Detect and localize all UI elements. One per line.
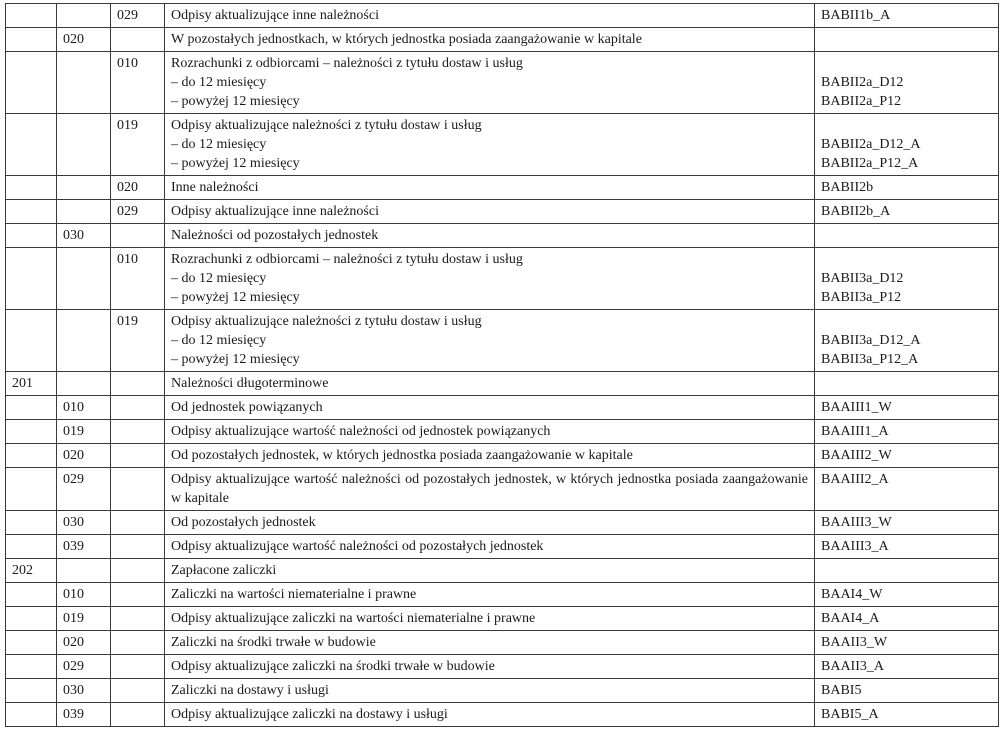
symbol-line: BAAI4_A [821, 611, 880, 626]
group-code-cell [6, 631, 57, 655]
symbol-cell [815, 372, 999, 396]
symbol-line: BAAII3_W [821, 635, 888, 650]
group-code-cell [6, 468, 57, 511]
item-code-cell [111, 468, 165, 511]
description-line: Odpisy aktualizujące należności z tytułu dostaw i usług [171, 314, 482, 329]
description-line: Odpisy aktualizujące inne należności [171, 204, 379, 219]
group-code-cell [6, 310, 57, 372]
symbol-line: BABII2a_D12_A [821, 137, 921, 152]
symbol-cell [815, 468, 999, 511]
symbol-line [821, 374, 992, 393]
description-line: – do 12 miesięcy [171, 333, 267, 348]
subgroup-code-cell: 020 [57, 631, 111, 655]
description-line: Rozrachunki z odbiorcami – należności z tytułu dostaw i usług [171, 56, 523, 71]
table-row [6, 176, 999, 200]
subgroup-code-cell: 019 [57, 420, 111, 444]
subgroup-code-cell: 010 [57, 583, 111, 607]
description-line: Od pozostałych jednostek [171, 515, 316, 530]
symbol-line: BABII2a_D12 [821, 75, 904, 90]
item-code-cell: 010 [111, 52, 165, 114]
table-row [6, 200, 999, 224]
description-cell [165, 4, 815, 28]
subgroup-code-cell [57, 310, 111, 372]
subgroup-code-cell: 030 [57, 224, 111, 248]
symbol-cell [815, 655, 999, 679]
description-line: – do 12 miesięcy [171, 137, 267, 152]
symbol-line: BABII2b_A [821, 204, 891, 219]
item-code-cell [111, 420, 165, 444]
subgroup-code-cell [57, 52, 111, 114]
table-row [6, 52, 999, 114]
description-line: – powyżej 12 miesięcy [171, 352, 300, 367]
item-code-cell [111, 703, 165, 727]
description-line: Odpisy aktualizujące wartość należności od pozostałych jednostek [171, 539, 544, 554]
item-code-cell: 020 [111, 176, 165, 200]
symbol-cell [815, 607, 999, 631]
description-cell [165, 396, 815, 420]
description-line: Odpisy aktualizujące należności z tytułu dostaw i usług [171, 118, 482, 133]
description-line: Inne należności [171, 180, 259, 195]
group-code-cell: 202 [6, 559, 57, 583]
description-line: Zaliczki na wartości niematerialne i prawne [171, 587, 417, 602]
description-cell [165, 559, 815, 583]
group-code-cell [6, 224, 57, 248]
symbol-line [821, 561, 992, 580]
subgroup-code-cell [57, 248, 111, 310]
item-code-cell [111, 396, 165, 420]
item-code-cell [111, 655, 165, 679]
group-code-cell [6, 396, 57, 420]
table-row [6, 420, 999, 444]
symbol-cell [815, 583, 999, 607]
table-row [6, 583, 999, 607]
symbol-line: BAAIII1_W [821, 400, 892, 415]
description-cell [165, 420, 815, 444]
item-code-cell: 010 [111, 248, 165, 310]
symbol-line: BABII3a_P12_A [821, 352, 919, 367]
subgroup-code-cell: 019 [57, 607, 111, 631]
description-cell [165, 372, 815, 396]
description-cell [165, 703, 815, 727]
group-code-cell [6, 607, 57, 631]
description-line: W pozostałych jednostkach, w których jednostka posiada zaangażowanie w kapitale [171, 32, 642, 47]
item-code-cell [111, 372, 165, 396]
symbol-cell [815, 631, 999, 655]
group-code-cell [6, 655, 57, 679]
symbol-line: BABII2a_P12 [821, 94, 902, 109]
subgroup-code-cell: 020 [57, 28, 111, 52]
table-row [6, 511, 999, 535]
description-cell [165, 535, 815, 559]
description-cell [165, 655, 815, 679]
description-cell [165, 607, 815, 631]
description-cell [165, 679, 815, 703]
symbol-cell [815, 114, 999, 176]
table-row [6, 28, 999, 52]
subgroup-code-cell: 010 [57, 396, 111, 420]
description-line: Od jednostek powiązanych [171, 400, 323, 415]
symbol-line: BAAIII3_W [821, 515, 892, 530]
symbol-cell [815, 248, 999, 310]
symbol-line: BABI5 [821, 683, 862, 698]
subgroup-code-cell [57, 200, 111, 224]
symbol-line [821, 30, 992, 49]
group-code-cell [6, 420, 57, 444]
description-line: – do 12 miesięcy [171, 75, 267, 90]
symbol-line: BAAIII1_A [821, 424, 889, 439]
subgroup-code-cell [57, 114, 111, 176]
group-code-cell [6, 535, 57, 559]
symbol-cell [815, 28, 999, 52]
table-row [6, 310, 999, 372]
symbol-cell [815, 396, 999, 420]
description-line: Rozrachunki z odbiorcami – należności z tytułu dostaw i usług [171, 252, 523, 267]
table-row [6, 114, 999, 176]
description-cell [165, 176, 815, 200]
item-code-cell [111, 583, 165, 607]
description-cell [165, 444, 815, 468]
description-cell [165, 224, 815, 248]
symbol-line: BABII2b [821, 180, 874, 195]
table-row [6, 535, 999, 559]
description-cell [165, 114, 815, 176]
symbol-line [821, 116, 992, 135]
group-code-cell [6, 200, 57, 224]
symbol-cell [815, 52, 999, 114]
subgroup-code-cell: 039 [57, 535, 111, 559]
table-row [6, 224, 999, 248]
table-row [6, 559, 999, 583]
table-row [6, 468, 999, 511]
description-line: – powyżej 12 miesięcy [171, 290, 300, 305]
symbol-line: BAAIII2_A [821, 472, 889, 487]
group-code-cell [6, 4, 57, 28]
symbol-line: BAAI4_W [821, 587, 883, 602]
symbol-line: BAAIII3_A [821, 539, 889, 554]
group-code-cell [6, 248, 57, 310]
table-body [6, 4, 999, 727]
description-line: – do 12 miesięcy [171, 271, 267, 286]
table-row [6, 631, 999, 655]
symbol-cell [815, 224, 999, 248]
description-cell [165, 28, 815, 52]
item-code-cell: 019 [111, 310, 165, 372]
description-line: Odpisy aktualizujące inne należności [171, 8, 379, 23]
symbol-line [821, 250, 992, 269]
symbol-line: BAAII3_A [821, 659, 884, 674]
description-line: Od pozostałych jednostek, w których jednostka posiada zaangażowanie w kapitale [171, 448, 633, 463]
description-line: – powyżej 12 miesięcy [171, 94, 300, 109]
subgroup-code-cell: 039 [57, 703, 111, 727]
item-code-cell [111, 679, 165, 703]
item-code-cell: 029 [111, 200, 165, 224]
subgroup-code-cell [57, 4, 111, 28]
description-cell [165, 631, 815, 655]
item-code-cell [111, 28, 165, 52]
table-row [6, 679, 999, 703]
description-line: Odpisy aktualizujące wartość należności od jednostek powiązanych [171, 424, 551, 439]
group-code-cell [6, 28, 57, 52]
symbol-cell [815, 511, 999, 535]
description-cell [165, 200, 815, 224]
item-code-cell [111, 535, 165, 559]
symbol-line: BAAIII2_W [821, 448, 892, 463]
item-code-cell [111, 559, 165, 583]
item-code-cell: 029 [111, 4, 165, 28]
table-row [6, 372, 999, 396]
description-cell [165, 468, 815, 511]
subgroup-code-cell [57, 372, 111, 396]
account-mapping-table [5, 3, 999, 727]
symbol-cell [815, 420, 999, 444]
description-line: Odpisy aktualizujące zaliczki na dostawy i usługi [171, 707, 448, 722]
description-line: Należności od pozostałych jednostek [171, 228, 379, 243]
description-line: Zaliczki na dostawy i usługi [171, 683, 329, 698]
symbol-line: BABII3a_D12 [821, 271, 904, 286]
subgroup-code-cell: 020 [57, 444, 111, 468]
symbol-line [821, 312, 992, 331]
description-line: Odpisy aktualizujące wartość należności od pozostałych jednostek, w których jednostka posiada zaangażowanie w kapitale [171, 472, 808, 506]
table-row [6, 703, 999, 727]
description-cell [165, 310, 815, 372]
symbol-line: BABII2a_P12_A [821, 156, 919, 171]
description-cell [165, 52, 815, 114]
subgroup-code-cell: 029 [57, 655, 111, 679]
description-line: Zaliczki na środki trwałe w budowie [171, 635, 376, 650]
table-row [6, 248, 999, 310]
symbol-cell [815, 703, 999, 727]
item-code-cell [111, 631, 165, 655]
description-cell [165, 583, 815, 607]
symbol-cell [815, 679, 999, 703]
group-code-cell [6, 703, 57, 727]
description-line: – powyżej 12 miesięcy [171, 156, 300, 171]
subgroup-code-cell: 029 [57, 468, 111, 511]
symbol-line [821, 54, 992, 73]
description-cell [165, 248, 815, 310]
item-code-cell [111, 444, 165, 468]
table-row [6, 444, 999, 468]
description-line: Należności długoterminowe [171, 376, 329, 391]
subgroup-code-cell [57, 559, 111, 583]
symbol-cell [815, 310, 999, 372]
symbol-cell [815, 200, 999, 224]
group-code-cell [6, 176, 57, 200]
item-code-cell [111, 607, 165, 631]
description-line: Odpisy aktualizujące zaliczki na środki trwałe w budowie [171, 659, 495, 674]
subgroup-code-cell: 030 [57, 511, 111, 535]
group-code-cell [6, 52, 57, 114]
group-code-cell [6, 583, 57, 607]
symbol-line: BABII3a_D12_A [821, 333, 921, 348]
description-cell [165, 511, 815, 535]
group-code-cell [6, 114, 57, 176]
subgroup-code-cell: 030 [57, 679, 111, 703]
group-code-cell [6, 511, 57, 535]
description-line: Zapłacone zaliczki [171, 563, 277, 578]
item-code-cell [111, 511, 165, 535]
description-line: Odpisy aktualizujące zaliczki na wartości niematerialne i prawne [171, 611, 536, 626]
symbol-line [821, 226, 992, 245]
symbol-cell [815, 444, 999, 468]
symbol-line: BABI5_A [821, 707, 879, 722]
group-code-cell: 201 [6, 372, 57, 396]
symbol-cell [815, 535, 999, 559]
item-code-cell [111, 224, 165, 248]
item-code-cell: 019 [111, 114, 165, 176]
table-row [6, 607, 999, 631]
symbol-line: BABII3a_P12 [821, 290, 902, 305]
symbol-cell [815, 4, 999, 28]
group-code-cell [6, 679, 57, 703]
table-row [6, 4, 999, 28]
symbol-cell [815, 559, 999, 583]
subgroup-code-cell [57, 176, 111, 200]
group-code-cell [6, 444, 57, 468]
table-row [6, 655, 999, 679]
symbol-line: BABII1b_A [821, 8, 891, 23]
table-row [6, 396, 999, 420]
symbol-cell [815, 176, 999, 200]
